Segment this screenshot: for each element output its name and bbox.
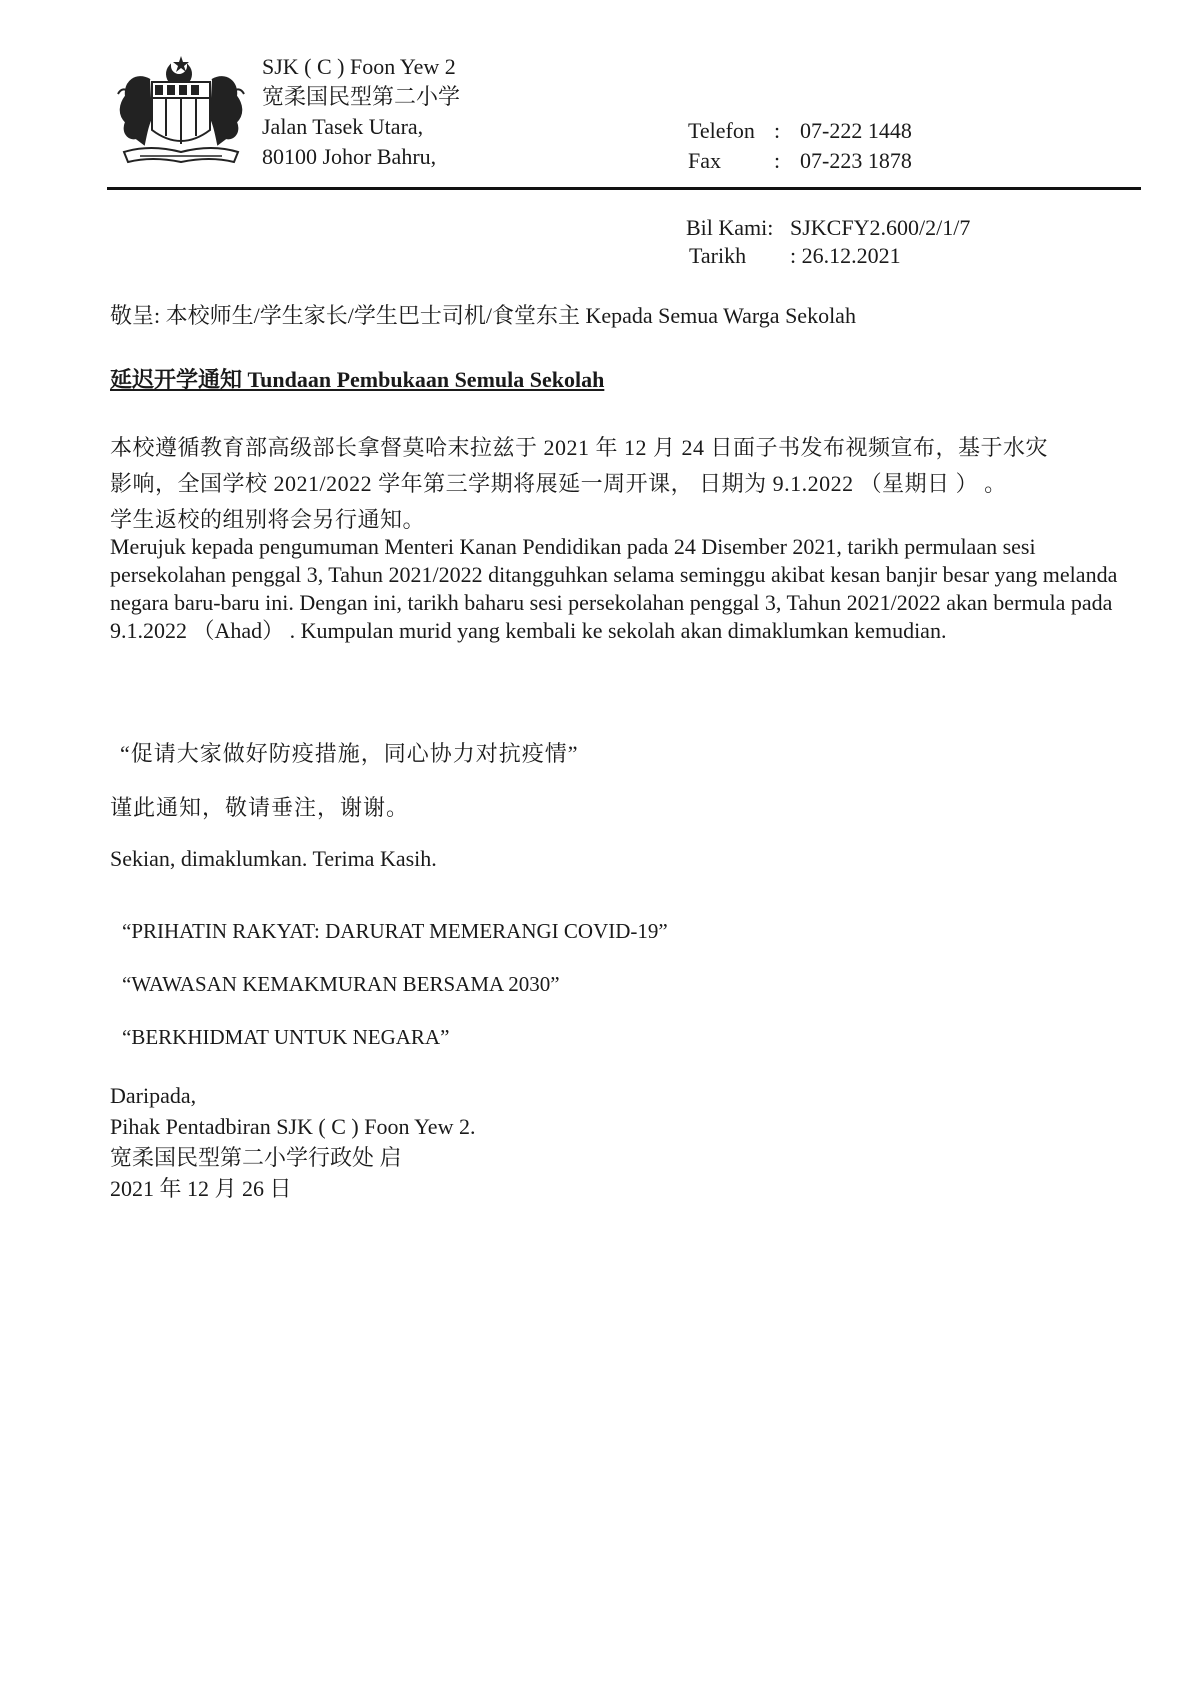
from-name-zh: 宽柔国民型第二小学行政处 启	[110, 1145, 402, 1170]
tarikh-value: : 26.12.2021	[790, 243, 901, 268]
reference-block	[686, 214, 1066, 270]
tarikh-label: Tarikh	[689, 243, 747, 268]
bil-label: Bil Kami:	[686, 215, 774, 240]
bil-row	[686, 214, 1066, 242]
letterhead-divider	[107, 187, 1141, 190]
closing-line: Sekian, dimaklumkan. Terima Kasih.	[110, 846, 437, 871]
tarikh-row	[686, 242, 1066, 270]
sender-block	[110, 1080, 1140, 1204]
fax-row	[688, 146, 1028, 176]
body-paragraph-zh	[110, 430, 1140, 538]
body-paragraph-my: Merujuk kepada pengumuman Menteri Kanan Pendidikan pada 24 Disember 2021, tarikh permulaan sesi persekolahan penggal 3, Tahun 2021/2022 ditangguhkan selama seminggu akibat kesan banjir besar yang melanda negara baru-baru ini. Dengan ini, tarikh baharu sesi persekolahan penggal 3, Tahun 2021/2022 akan bermula pada 9.1.2022 （Ahad） . Kumpulan murid yang kembali ke sekolah akan dimaklumkan kemudian.	[110, 534, 1118, 643]
school-name-zh: 宽柔国民型第二小学	[262, 84, 461, 109]
from-name: Pihak Pentadbiran SJK ( C ) Foon Yew 2.	[110, 1114, 476, 1139]
slogan-zh: “促请大家做好防疫措施，同心协力对抗疫情”	[120, 741, 579, 766]
address-line-2: 80100 Johor Bahru,	[262, 144, 437, 169]
subject-heading: 延迟开学通知 Tundaan Pembukaan Semula Sekolah	[110, 367, 605, 392]
telefon-value: 07-222 1448	[800, 118, 912, 143]
slogan-2: “WAWASAN KEMAKMURAN BERSAMA 2030”	[122, 972, 560, 996]
salutation: 敬呈: 本校师生/学生家长/学生巴士司机/食堂东主 Kepada Semua Warga Sekolah	[110, 303, 856, 328]
body-zh-line-3: 学生返校的组别将会另行通知。	[110, 507, 426, 532]
telefon-row	[688, 116, 1028, 146]
school-identity	[262, 52, 622, 172]
from-label: Daripada,	[110, 1083, 197, 1108]
fax-label: Fax	[688, 148, 721, 173]
telefon-separator: :	[774, 118, 781, 143]
slogan-1: “PRIHATIN RAKYAT: DARURAT MEMERANGI COVID-19”	[122, 919, 668, 943]
telefon-label: Telefon	[688, 118, 755, 143]
slogan-3: “BERKHIDMAT UNTUK NEGARA”	[122, 1025, 450, 1049]
sender-date: 2021 年 12 月 26 日	[110, 1176, 292, 1201]
bil-value: SJKCFY2.600/2/1/7	[790, 215, 971, 240]
fax-value: 07-223 1878	[800, 148, 912, 173]
fax-separator: :	[774, 148, 781, 173]
body-zh-line-2: 影响，全国学校 2021/2022 学年第三学期将展延一周开课， 日期为 9.1.2022 （星期日 ） 。	[110, 471, 1007, 496]
coat-of-arms-icon	[110, 52, 252, 170]
body-zh-line-1: 本校遵循教育部高级部长拿督莫哈末拉兹于 2021 年 12 月 24 日面子书发布视频宣布，基于水灾	[110, 435, 1049, 460]
contact-block	[688, 116, 1028, 176]
notice-zh: 谨此通知，敬请垂注，谢谢。	[110, 795, 410, 820]
address-line-1: Jalan Tasek Utara,	[262, 114, 424, 139]
school-name: SJK ( C ) Foon Yew 2	[262, 54, 456, 79]
